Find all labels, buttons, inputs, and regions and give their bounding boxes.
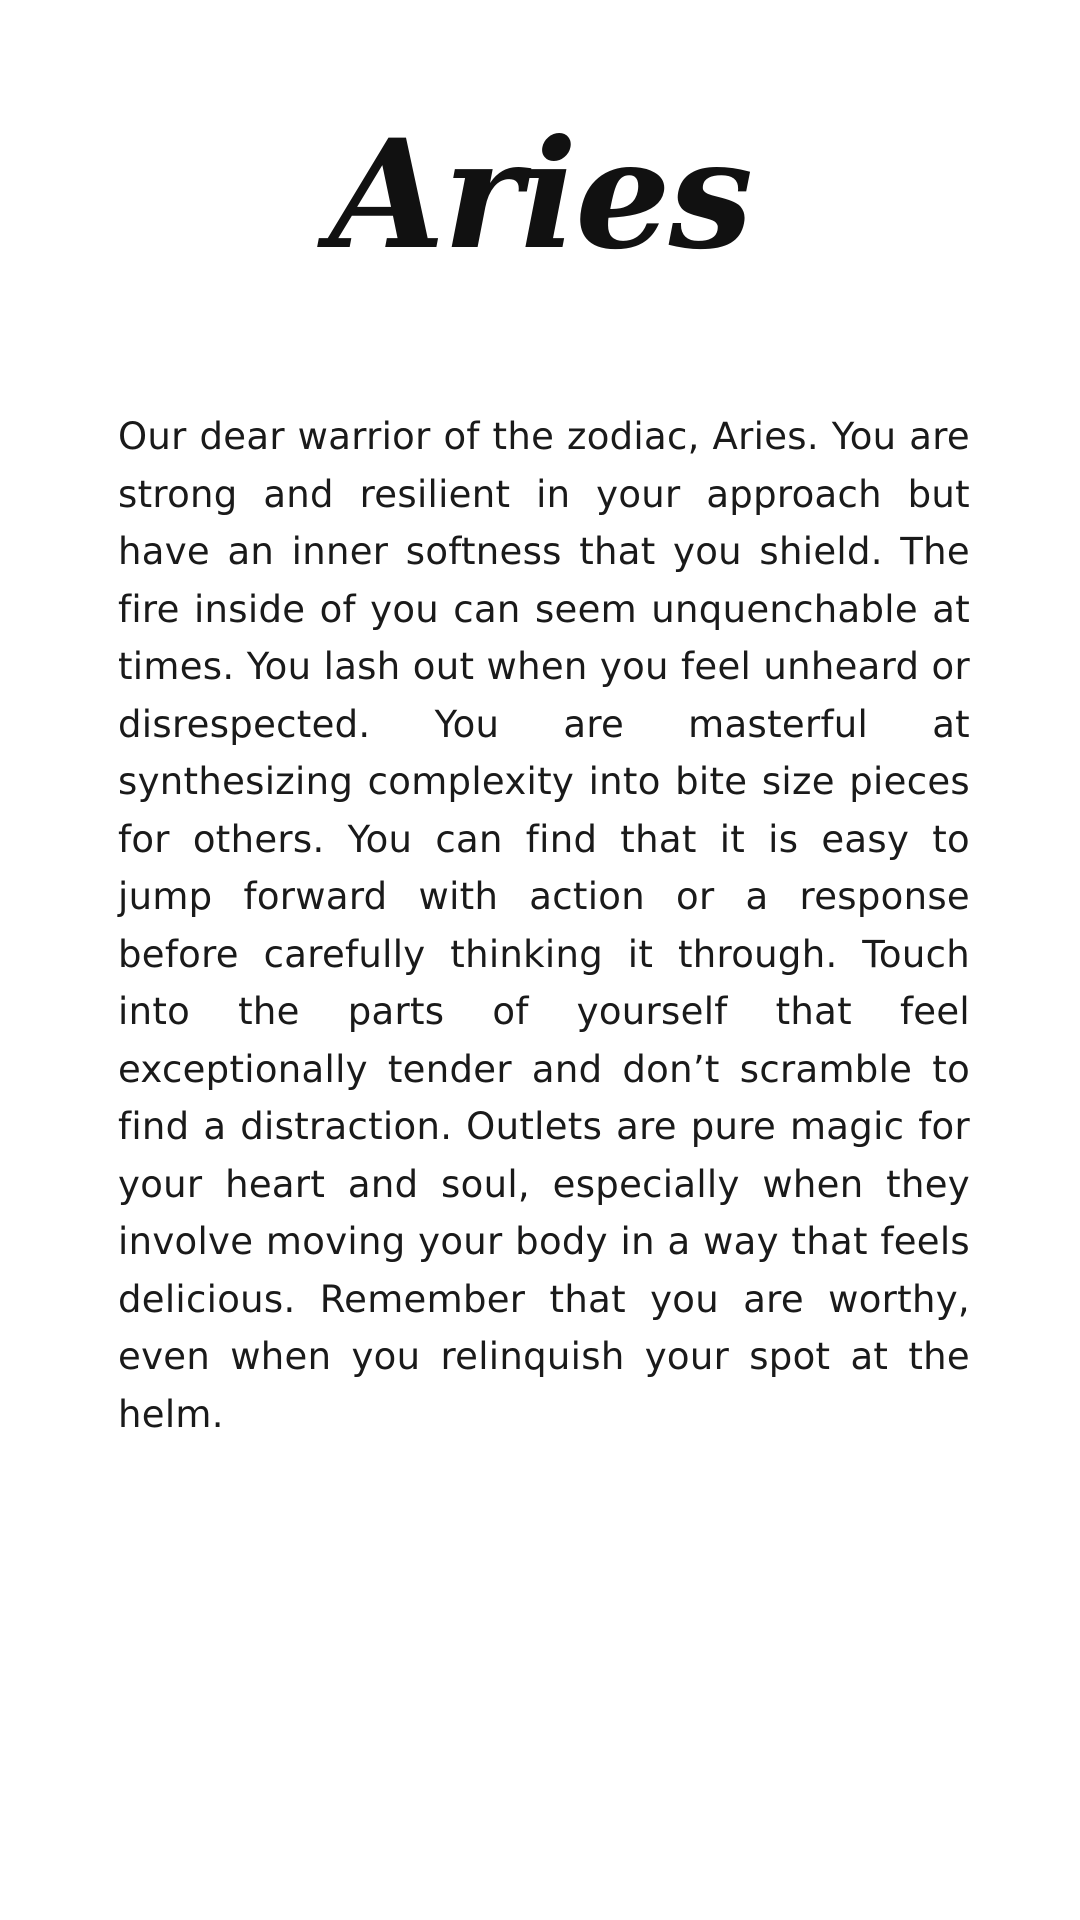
page-title: Aries bbox=[328, 107, 752, 283]
body-paragraph: Our dear warrior of the zodiac, Aries. You are strong and resilient in your approach but have an inner softness that you shield. The fire inside of you can seem unquenchable at times. You lash out when you feel unheard or disrespected. You are masterful at synthesizing complexity into bite size pieces for others. You can find that it is easy to jump forward with action or a response before carefully thinking it through. Touch into the parts of yourself that feel exceptionally tender and don’t scramble to find a distraction. Outlets are pure magic for your heart and soul, especially when they involve moving your body in a way that feels delicious. Remember that you are worthy, even when you relinquish your spot at the helm. bbox=[118, 415, 970, 1436]
